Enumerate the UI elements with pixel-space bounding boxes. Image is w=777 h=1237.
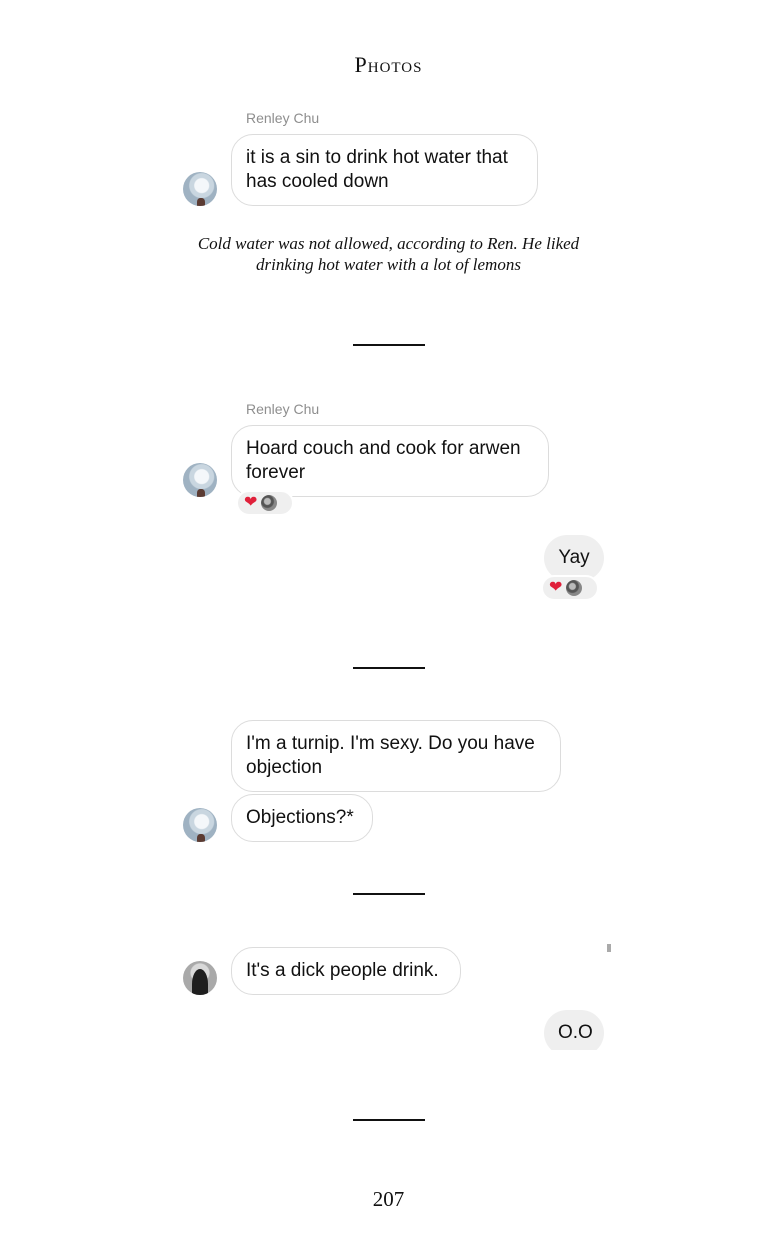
- message-bubble[interactable]: It's a dick people drink.: [231, 947, 461, 995]
- page-number: 207: [372, 1187, 405, 1211]
- avatar[interactable]: [183, 808, 217, 842]
- caption: Cold water was not allowed, according to Ren. He liked drinking hot water with a lot of lemons: [197, 234, 580, 274]
- message-bubble[interactable]: Hoard couch and cook for arwen forever: [231, 425, 549, 497]
- avatar[interactable]: [183, 463, 217, 497]
- clipped-region: [540, 1010, 610, 1050]
- avatar[interactable]: [183, 961, 217, 995]
- section-divider: [353, 893, 425, 895]
- scroll-indicator[interactable]: [607, 944, 611, 952]
- sender-name: Renley Chu: [246, 110, 320, 126]
- heart-icon: ❤: [244, 494, 258, 511]
- avatar[interactable]: [183, 172, 217, 206]
- my-message-bubble[interactable]: O.O: [544, 1010, 604, 1050]
- section-divider: [353, 344, 425, 346]
- reactor-avatar: [261, 495, 277, 511]
- reactions-badge[interactable]: [236, 490, 294, 516]
- page-title: Photos: [354, 52, 423, 77]
- section-divider: [353, 667, 425, 669]
- message-bubble[interactable]: Objections?*: [231, 794, 373, 842]
- reactions-badge[interactable]: [541, 575, 599, 601]
- my-message-bubble[interactable]: Yay: [544, 535, 604, 581]
- section-divider: [353, 1119, 425, 1121]
- reactor-avatar: [566, 580, 582, 596]
- sender-name: Renley Chu: [246, 401, 320, 417]
- heart-icon: ❤: [549, 579, 563, 596]
- message-bubble[interactable]: it is a sin to drink hot water that has cooled down: [231, 134, 538, 206]
- message-bubble[interactable]: I'm a turnip. I'm sexy. Do you have objection: [231, 720, 561, 792]
